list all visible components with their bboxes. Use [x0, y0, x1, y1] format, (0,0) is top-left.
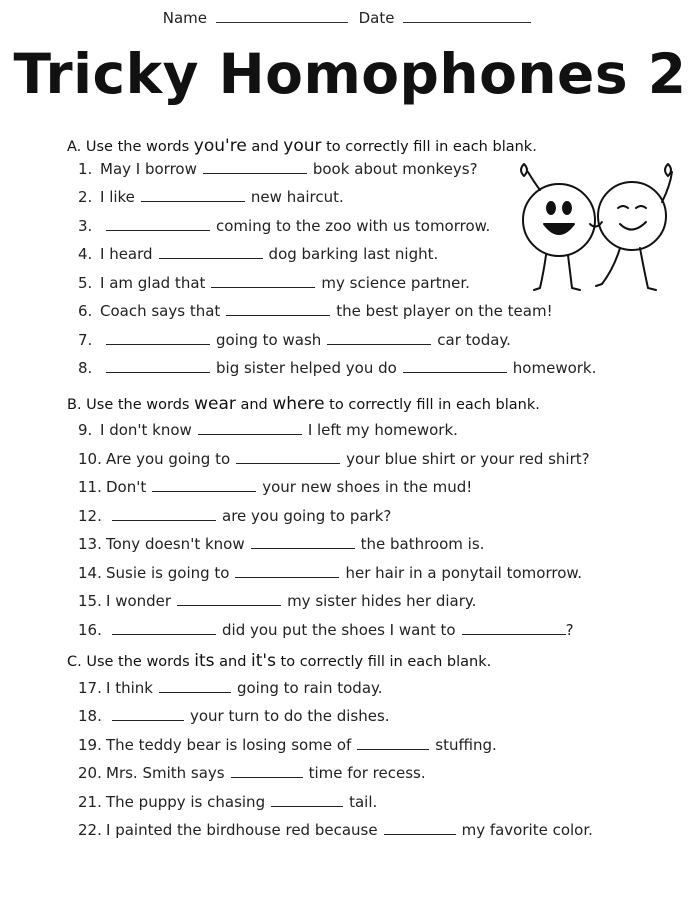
answer-blank[interactable]	[236, 451, 340, 464]
worksheet-title: Tricky Homophones 2	[13, 42, 687, 106]
section-b-heading: B. Use the words wear and where to correctly fill in each blank.	[67, 394, 540, 414]
answer-blank[interactable]	[251, 536, 355, 549]
answer-blank[interactable]	[106, 218, 210, 231]
question-6: 6. Coach says that the best player on the team!	[78, 302, 553, 320]
question-4: 4. I heard dog barking last night.	[78, 245, 439, 263]
question-7: 7. going to wash car today.	[78, 331, 511, 349]
answer-blank[interactable]	[152, 479, 256, 492]
answer-blank[interactable]	[226, 303, 330, 316]
question-8: 8. big sister helped you do homework.	[78, 359, 597, 377]
answer-blank[interactable]	[198, 422, 302, 435]
name-blank[interactable]	[216, 10, 348, 23]
answer-blank[interactable]	[112, 708, 184, 721]
name-date-line	[0, 9, 700, 27]
question-19: 19. The teddy bear is losing some of stuffing.	[78, 736, 497, 754]
answer-blank[interactable]	[159, 246, 263, 259]
date-blank[interactable]	[403, 10, 531, 23]
answer-blank[interactable]	[327, 332, 431, 345]
name-label: Name	[162, 9, 208, 27]
answer-blank[interactable]	[203, 161, 307, 174]
section-a-heading: A. Use the words you're and your to correctly fill in each blank.	[67, 136, 537, 156]
answer-blank[interactable]	[141, 189, 245, 202]
answer-blank[interactable]	[384, 822, 456, 835]
answer-blank[interactable]	[159, 680, 231, 693]
question-9: 9. I don't know I left my homework.	[78, 421, 458, 439]
answer-blank[interactable]	[271, 794, 343, 807]
answer-blank[interactable]	[231, 765, 303, 778]
question-5: 5. I am glad that my science partner.	[78, 274, 470, 292]
question-21: 21. The puppy is chasing tail.	[78, 793, 378, 811]
section-c-heading: C. Use the words its and it's to correctly fill in each blank.	[67, 651, 492, 671]
answer-blank[interactable]	[235, 565, 339, 578]
answer-blank[interactable]	[357, 737, 429, 750]
question-20: 20. Mrs. Smith says time for recess.	[78, 764, 426, 782]
question-22: 22. I painted the birdhouse red because my favorite color.	[78, 821, 593, 839]
question-13: 13. Tony doesn't know the bathroom is.	[78, 535, 485, 553]
friends-clipart-icon	[504, 160, 684, 300]
question-12: 12. are you going to park?	[78, 507, 392, 525]
question-10: 10. Are you going to your blue shirt or your red shirt?	[78, 450, 590, 468]
answer-blank[interactable]	[106, 332, 210, 345]
question-17: 17. I think going to rain today.	[78, 679, 383, 697]
answer-blank[interactable]	[403, 360, 507, 373]
question-14: 14. Susie is going to her hair in a ponytail tomorrow.	[78, 564, 583, 582]
answer-blank[interactable]	[462, 622, 566, 635]
question-11: 11. Don't your new shoes in the mud!	[78, 478, 473, 496]
question-18: 18. your turn to do the dishes.	[78, 707, 390, 725]
answer-blank[interactable]	[112, 622, 216, 635]
question-3: 3. coming to the zoo with us tomorrow.	[78, 217, 491, 235]
question-16: 16. did you put the shoes I want to ?	[78, 621, 574, 639]
date-label: Date	[358, 9, 395, 27]
question-1: 1. May I borrow book about monkeys?	[78, 160, 478, 178]
answer-blank[interactable]	[106, 360, 210, 373]
answer-blank[interactable]	[177, 593, 281, 606]
question-2: 2. I like new haircut.	[78, 188, 344, 206]
answer-blank[interactable]	[211, 275, 315, 288]
question-15: 15. I wonder my sister hides her diary.	[78, 592, 477, 610]
answer-blank[interactable]	[112, 508, 216, 521]
